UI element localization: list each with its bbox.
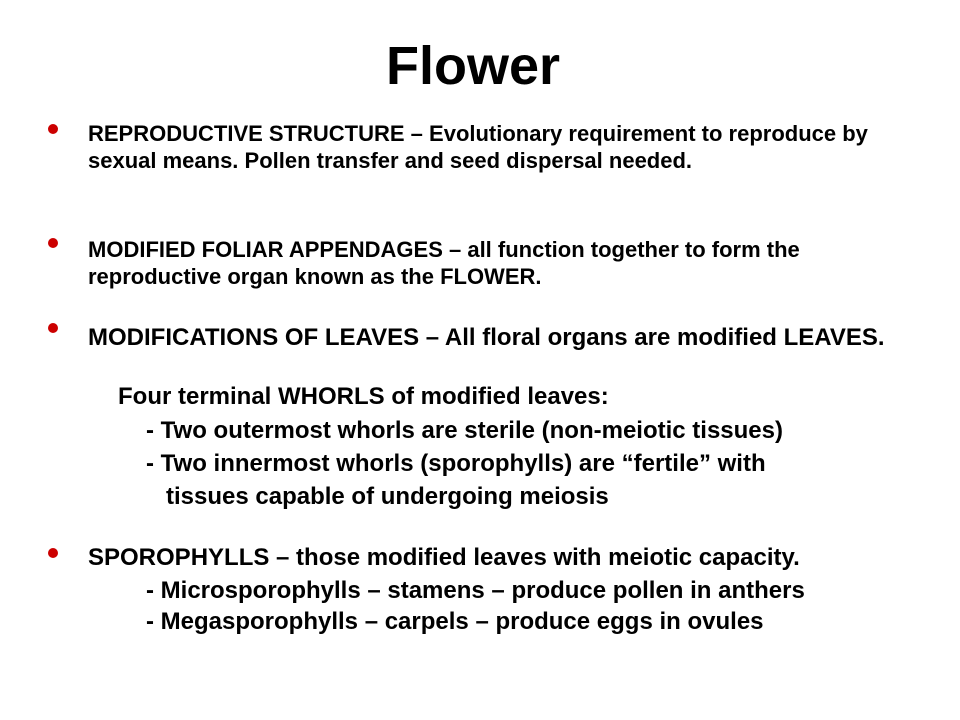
- bullet-3-sub-item: - Two innermost whorls (sporophylls) are “fertile” with: [146, 450, 766, 477]
- bullet-4-text: SPOROPHYLLS – those modified leaves with meiotic capacity.: [88, 544, 800, 571]
- bullet-dot-icon: [48, 124, 58, 134]
- bullet-3-sub-item: - Two outermost whorls are sterile (non-meiotic tissues): [146, 417, 783, 444]
- bullet-3-sub-item-continued: tissues capable of undergoing meiosis: [166, 483, 609, 510]
- bullet-4-sub-item: - Microsporophylls – stamens – produce pollen in anthers: [146, 577, 805, 604]
- bullet-2-text: MODIFIED FOLIAR APPENDAGES – all function together to form the reproductive organ known as the FLOWER.: [88, 237, 800, 289]
- bullet-4-sub-item: - Megasporophylls – carpels – produce eggs in ovules: [146, 608, 764, 635]
- bullet-3-text: MODIFICATIONS OF LEAVES – All floral organs are modified LEAVES.: [88, 324, 885, 351]
- bullet-dot-icon: [48, 238, 58, 248]
- bullet-dot-icon: [48, 548, 58, 558]
- slide-title: Flower: [385, 36, 561, 96]
- bullet-dot-icon: [48, 323, 58, 333]
- bullet-3-sub-heading: Four terminal WHORLS of modified leaves:: [118, 383, 609, 410]
- bullet-1-text: REPRODUCTIVE STRUCTURE – Evolutionary requirement to reproduce by sexual means. Pollen transfer and seed dispersal needed.: [88, 121, 868, 173]
